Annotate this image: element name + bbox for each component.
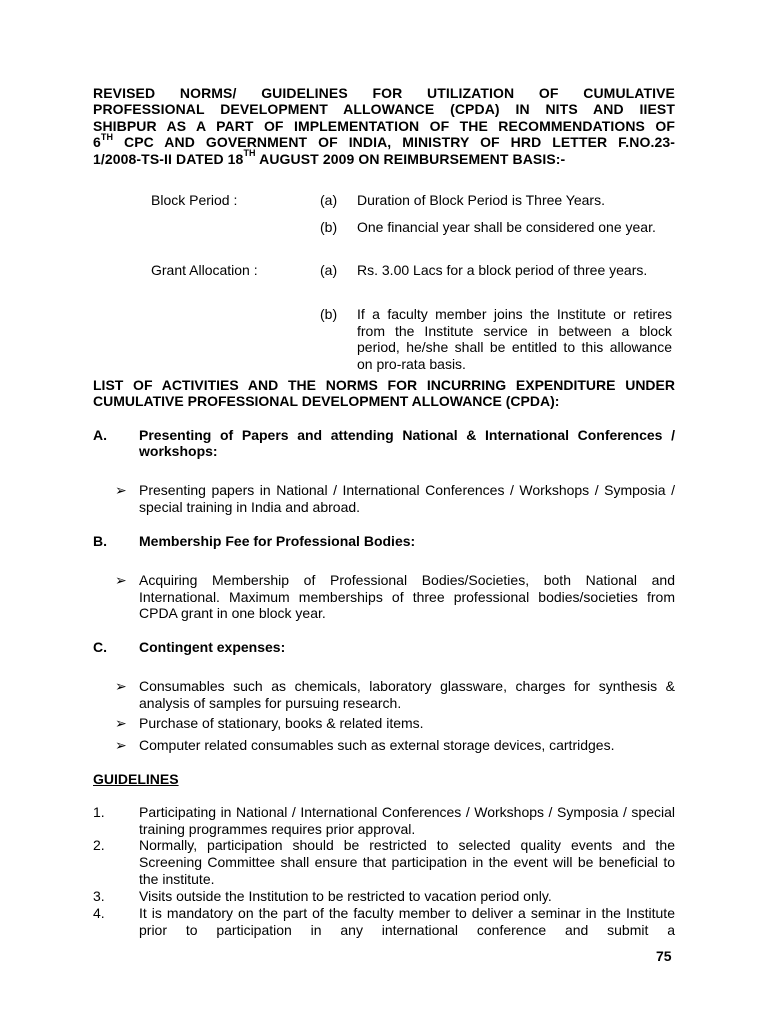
section-a-bullet: Presenting papers in National / International Conferences / Workshops / Symposia / special training in India and abroad. (139, 482, 675, 515)
section-c-bullet: Consumables such as chemicals, laboratory glassware, charges for synthesis & analysis of samples for pursuing research. (139, 678, 675, 711)
guideline-number: 4. (93, 905, 105, 921)
grant-allocation-b-text: If a faculty member joins the Institute or retires from the Institute service in between a block period, he/she shall be entitled to this allowance on pro-rata basis. (357, 306, 672, 372)
title-line: SHIBPUR AS A PART OF IMPLEMENTATION OF THE RECOMMENDATIONS OF (93, 117, 675, 134)
title-line-text: CPC AND GOVERNMENT OF INDIA, MINISTRY OF HRD LETTER F.NO.23- (113, 134, 675, 151)
block-period-a-text: Duration of Block Period is Three Years. (357, 192, 605, 208)
title-superscript: TH (243, 147, 256, 158)
title-line-text: 1/2008-TS-II DATED 18 (93, 150, 244, 167)
activities-heading: LIST OF ACTIVITIES AND THE NORMS FOR INCURRING EXPENDITURE UNDER CUMULATIVE PROFESSIONAL DEVELOPMENT ALLOWANCE (CPDA): (93, 377, 675, 410)
title-line (93, 131, 675, 151)
section-c-bullet: Purchase of stationary, books & related items. (139, 715, 424, 731)
section-b-letter: B. (93, 533, 107, 549)
grant-allocation-a-text: Rs. 3.00 Lacs for a block period of three years. (357, 262, 648, 278)
section-a-title: Presenting of Papers and attending National & International Conferences / workshops: (139, 427, 675, 460)
section-a-letter: A. (93, 427, 107, 443)
guideline-text: Participating in National / International Conferences / Workshops / Symposia / special training programmes requires prior approval. (139, 804, 675, 837)
guideline-text: It is mandatory on the part of the faculty member to deliver a seminar in the Institute prior to participation in any international conference and submit a (139, 905, 675, 938)
guideline-number: 3. (93, 888, 105, 904)
grant-allocation-a-marker: (a) (320, 262, 338, 278)
section-c-bullet: Computer related consumables such as external storage devices, cartridges. (139, 737, 615, 753)
bullet-arrow-icon: ➢ (115, 678, 127, 694)
section-c-letter: C. (93, 639, 107, 655)
block-period-b-text: One financial year shall be considered one year. (357, 219, 656, 235)
section-b-title: Membership Fee for Professional Bodies: (139, 533, 416, 549)
bullet-arrow-icon: ➢ (115, 715, 127, 731)
section-b-bullet: Acquiring Membership of Professional Bodies/Societies, both National and International. Maximum memberships of three professional bodies/societies from CPDA grant in one block year. (139, 572, 675, 621)
page-number: 75 (656, 948, 672, 964)
title-line: REVISED NORMS/ GUIDELINES FOR UTILIZATION OF CUMULATIVE (93, 85, 675, 101)
guideline-text: Visits outside the Institution to be restricted to vacation period only. (139, 888, 552, 904)
block-period-label: Block Period : (151, 192, 238, 208)
title-line (93, 147, 675, 167)
grant-allocation-label: Grant Allocation : (151, 262, 258, 278)
block-period-b-marker: (b) (320, 219, 338, 235)
guideline-number: 1. (93, 804, 105, 820)
guidelines-heading: GUIDELINES (93, 771, 179, 787)
bullet-arrow-icon: ➢ (115, 737, 127, 753)
title-ordinal-number: 6 (93, 134, 101, 151)
section-c-title: Contingent expenses: (139, 639, 286, 655)
grant-allocation-b-marker: (b) (320, 306, 338, 322)
guideline-text: Normally, participation should be restricted to selected quality events and the Screening Committee shall ensure that participation in the event will be beneficial to the institute. (139, 837, 675, 887)
guideline-number: 2. (93, 837, 105, 853)
title-line: PROFESSIONAL DEVELOPMENT ALLOWANCE (CPDA) IN NITS AND IIEST (93, 101, 675, 118)
block-period-a-marker: (a) (320, 192, 338, 208)
title-line-text: AUGUST 2009 ON REIMBURSEMENT BASIS:- (255, 150, 566, 167)
bullet-arrow-icon: ➢ (115, 572, 127, 588)
title-superscript: TH (100, 131, 114, 142)
bullet-arrow-icon: ➢ (115, 482, 127, 498)
document-title (93, 85, 675, 167)
